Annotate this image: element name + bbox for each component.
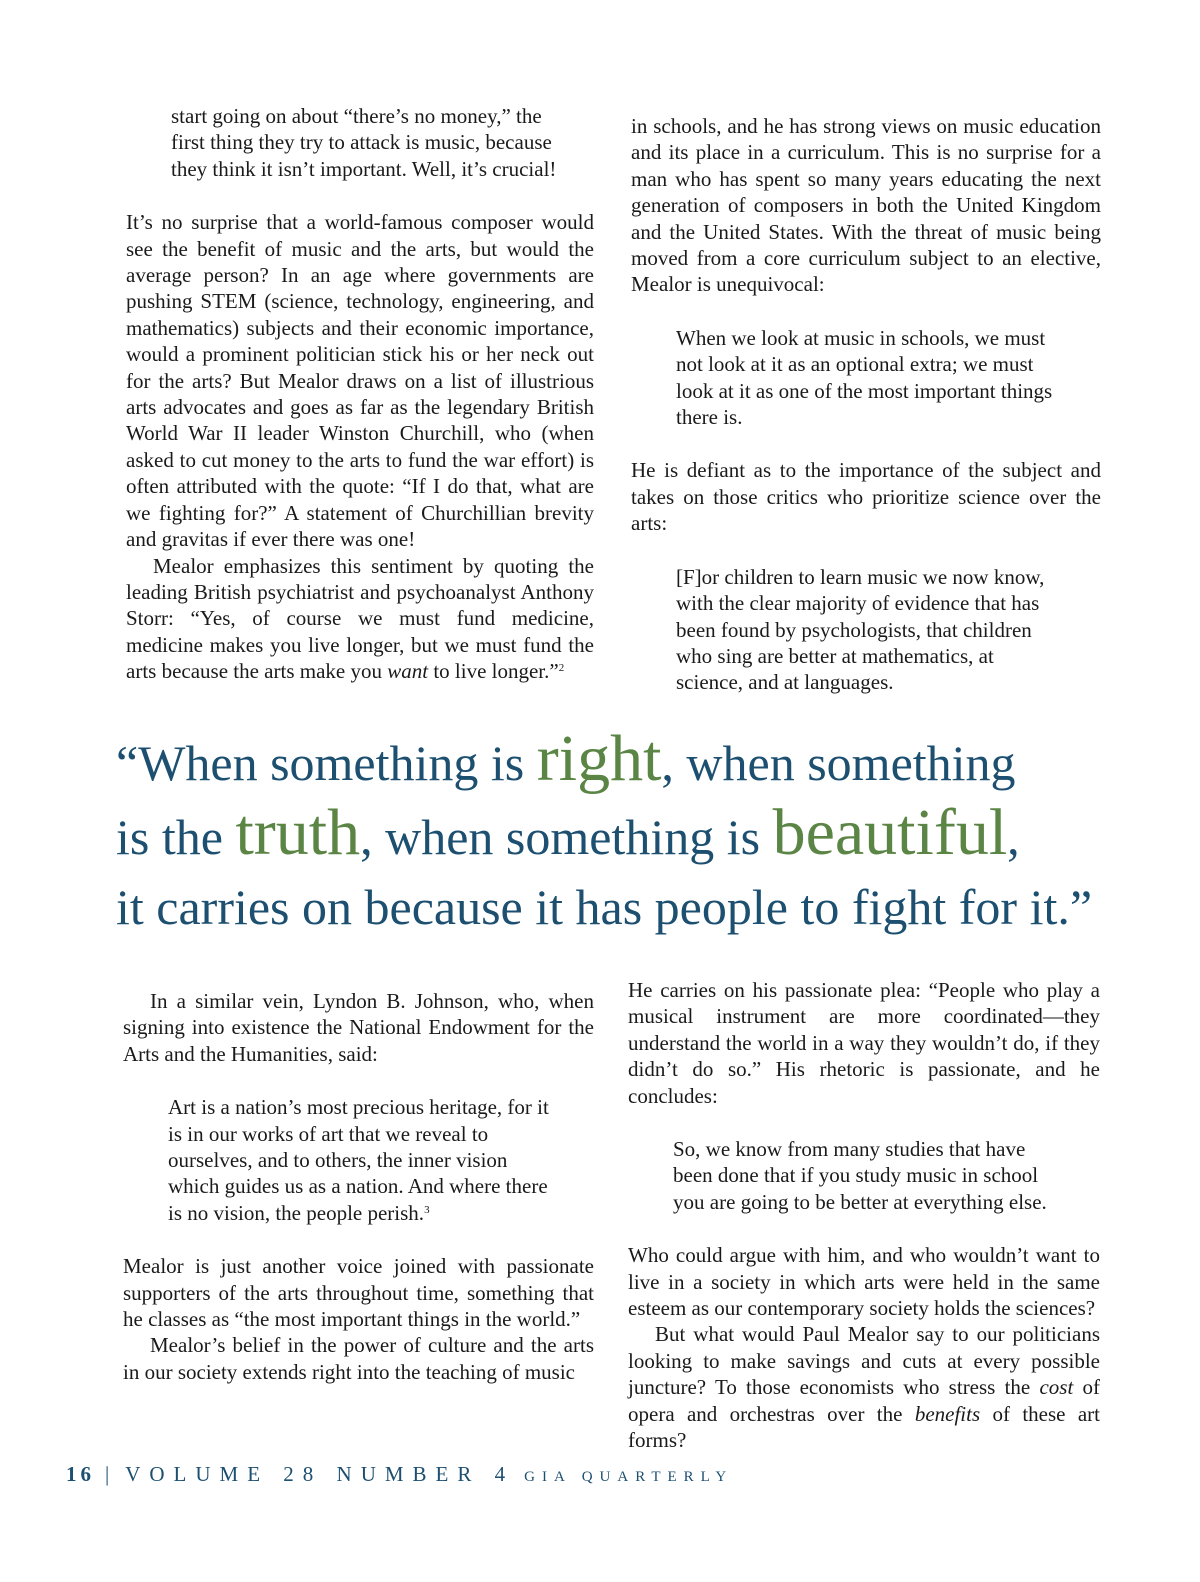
footer-volume: VOLUME 28 NUMBER 4	[125, 1462, 515, 1486]
footnote-marker: 2	[558, 662, 565, 675]
pull-quote-emphasis-beautiful: beautiful	[772, 796, 1008, 869]
paragraph-johnson: In a similar vein, Lyndon B. Johnson, who, when signing into existence the National Endowment for the Arts and the Humanities, said:	[123, 989, 594, 1066]
pull-quote	[116, 722, 1136, 944]
footer-publication: GIA QUARTERLY	[524, 1469, 734, 1485]
block-quote-johnson: Art is a nation’s most precious heritage, for it is in our works of art that we reveal to ourselves, and to others, the inner vision which guides us as a nation. And where there is no vision, the people perish.$^3$	[168, 1095, 549, 1225]
block-quote-studies: So, we know from many studies that have been done that if you study music in school you are going to be better at everything else.	[673, 1137, 1047, 1214]
quote-line: start going on about “there’s no money,” the	[171, 104, 542, 128]
paragraph-politicians: But what would Paul Mealor say to our politicians looking to make savings and cuts at every possible juncture? To those economists who stress the cost of opera and orchestras over the benefits of these art forms?	[628, 1322, 1100, 1453]
block-quote-children: [F]or children to learn music we now know, with the clear majority of evidence that has been found by psychologists, that children who sing are better at mathematics, at science, and at languages.	[676, 564, 1045, 695]
paragraph-plea: He carries on his passionate plea: “People who play a musical instrument are more coordinated—they understand the world in a way they wouldn’t do, if they didn’t do so.” His rhetoric is passionate, and he concludes:	[628, 978, 1100, 1108]
quote-line: they think it isn’t important. Well, it’s crucial!	[171, 156, 557, 181]
column-bottom-left	[123, 988, 594, 1385]
pull-quote-emphasis-right: right	[536, 722, 662, 795]
paragraph-belief: Mealor’s belief in the power of culture and the arts in our society extends right into the teaching of music	[123, 1333, 594, 1384]
paragraph-curriculum: in schools, and he has strong views on music education and its place in a curriculum. This is no surprise for a man who has spent so many years educating the next generation of composers in both the United Kingdom and the United States. With the threat of music being moved from a core curriculum subject to an elective, Mealor is unequivocal:	[631, 114, 1101, 297]
pull-quote-line-1: “When something is right, when something	[116, 722, 1016, 795]
pull-quote-emphasis-truth: truth	[235, 796, 361, 869]
footnote-marker: 3	[424, 1203, 430, 1216]
footer-separator: |	[105, 1462, 110, 1486]
block-quote-music-schools: When we look at music in schools, we must not look at it as an optional extra; we must look at it as one of the most important things there is.	[676, 325, 1053, 430]
pull-quote-line-3: it carries on because it has people to fight for it.”	[116, 879, 1093, 935]
column-bottom-right	[628, 977, 1100, 1454]
emphasis-benefits: benefits	[914, 1401, 981, 1426]
paragraph-defiant: He is defiant as to the importance of the subject and takes on those critics who prioritize science over the arts:	[631, 458, 1101, 536]
emphasis-want: want	[387, 659, 429, 684]
emphasis-cost: cost	[1039, 1375, 1074, 1400]
quote-line: first thing they try to attack is music, because	[171, 130, 552, 155]
block-quote-continued	[126, 103, 594, 182]
paragraph-who-could-argue: Who could argue with him, and who wouldn’t want to live in a society in which arts were held in the same esteem as our contemporary society holds the sciences?	[628, 1243, 1100, 1321]
paragraph-another-voice: Mealor is just another voice joined with passionate supporters of the arts throughout time, something that he classes as “the most important things in the world.”	[123, 1254, 594, 1332]
paragraph-storr: Mealor emphasizes this sentiment by quoting the leading British psychiatrist and psychoanalyst Anthony Storr: “Yes, of course we must fund medicine, medicine makes you live longer, but we must fund the arts because the arts make you want to live longer.”$^2$	[126, 553, 594, 684]
column-top-right	[631, 113, 1101, 696]
paragraph-churchill: It’s no surprise that a world-famous composer would see the benefit of music and the arts, but would the average person? In an age where governments are pushing STEM (science, technology, engineering, and mathematics) subjects and their economic importance, would a prominent politician stick his or her neck out for the arts? But Mealor draws on a list of illustrious arts advocates and goes as far as the legendary British World War II leader Winston Churchill, who (when asked to cut money to the arts to fund the war effort) is often attributed with the quote: “If I do that, what are we fighting for?” A statement of Churchillian brevity and gravitas if ever there was one!	[126, 210, 594, 552]
pull-quote-line-2: is the truth, when something is beautiful,	[116, 796, 1020, 869]
page-number: 16	[66, 1462, 95, 1486]
column-top-left	[126, 103, 594, 685]
page-footer	[66, 1462, 733, 1487]
